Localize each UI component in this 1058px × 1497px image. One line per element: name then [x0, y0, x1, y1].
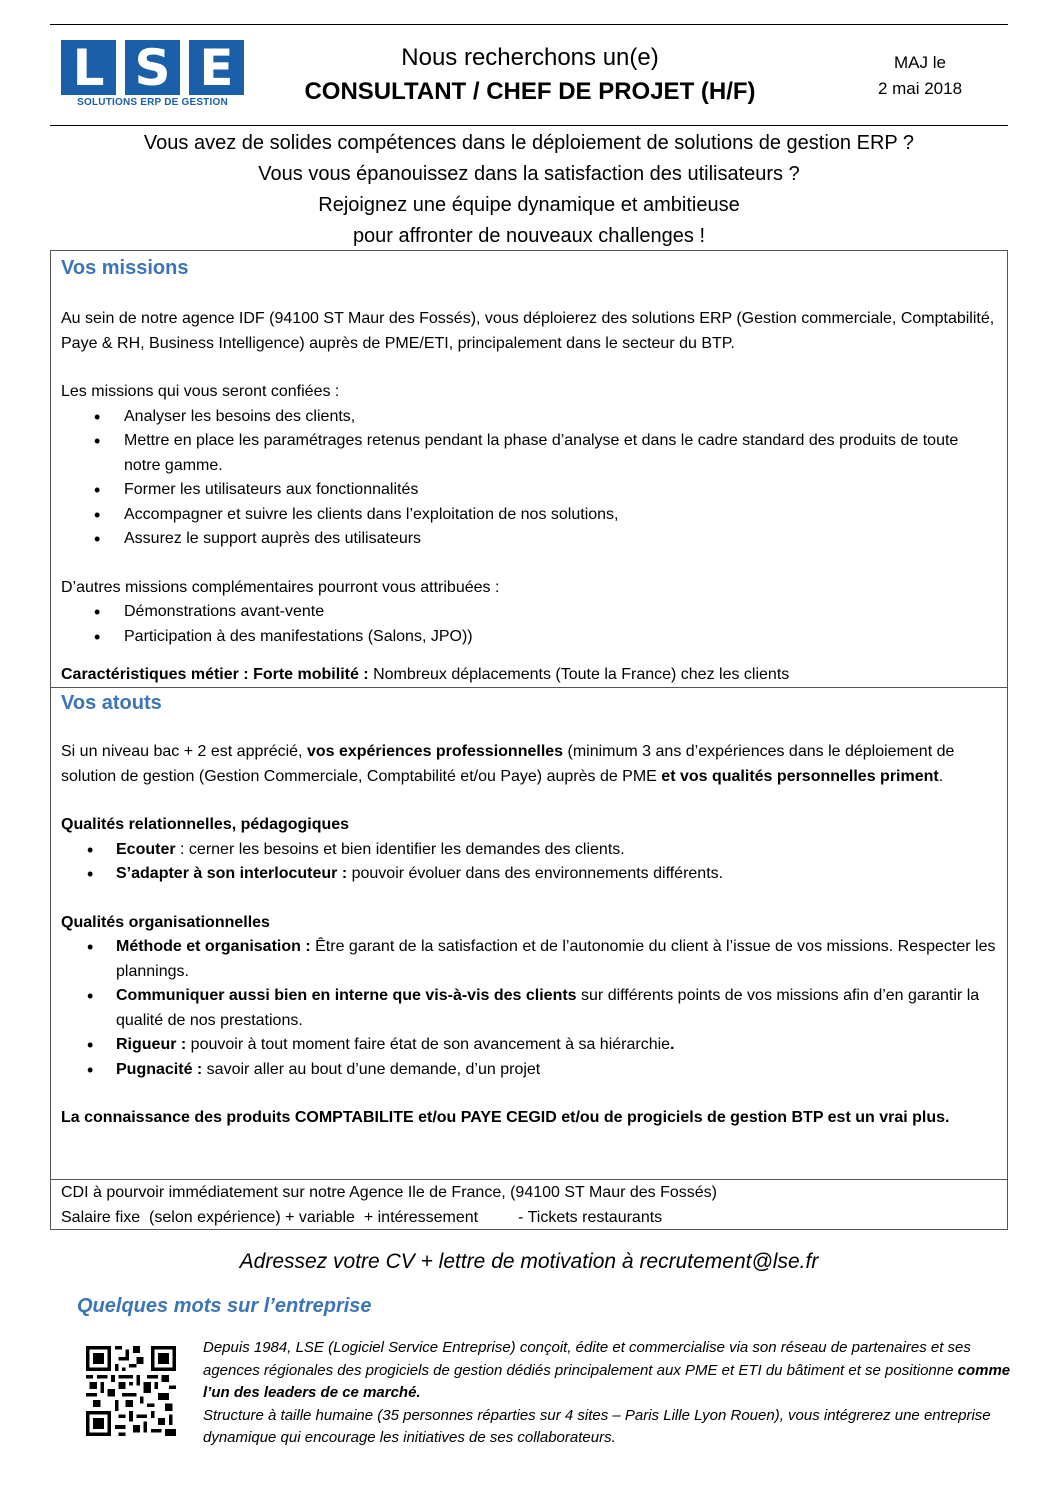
- top-rule: [50, 24, 1008, 25]
- title-line-2: CONSULTANT / CHEF DE PROJET (H/F): [304, 78, 756, 105]
- lse-logo: L S E SOLUTIONS ERP DE GESTION: [61, 40, 244, 112]
- other-missions-intro: D’autres missions complémentaires pourront vous attribuées :: [61, 578, 500, 596]
- about-paragraph-2: Structure à taille humaine (35 personnes réparties sur 4 sites – Paris Lille Lyon Rouen), vous intégrerez une entreprise dynamique qui encourage les initiatives de ses collaborateurs.: [203, 1406, 991, 1446]
- missions-title: Vos missions: [61, 257, 189, 279]
- list-item: • Méthode et organisation : Être garant de la satisfaction et de l’autonomie du client à l’issue de vos missions. Respecter les plannings.: [61, 935, 997, 984]
- about-paragraph-1: Depuis 1984, LSE (Logiciel Service Entreprise) conçoit, édite et commercialise via son réseau de partenaires et ses agences régionales des progiciels de gestion dédiés principalement aux PME et ETI du bâtiment et se positionne comme l’un des leaders de ce marché.: [203, 1339, 1011, 1401]
- atouts-conclusion: La connaissance des produits COMPTABILITE et/ou PAYE CEGID et/ou de progiciels de gestion BTP est un vrai plus.: [61, 1109, 950, 1126]
- qr-code-icon: [86, 1346, 176, 1436]
- missions-list-intro: Les missions qui vous seront confiées :: [61, 383, 340, 400]
- apply-call-to-action: Adressez votre CV + lettre de motivation à recrutement@lse.fr: [239, 1250, 819, 1273]
- list-item: • Ecouter : cerner les besoins et bien identifier les demandes des clients.: [61, 838, 997, 863]
- list-item: • Former les utilisateurs aux fonctionnalités: [61, 478, 997, 503]
- missions-section: [50, 250, 1008, 688]
- about-text: [203, 1337, 1018, 1450]
- list-item: • Analyser les besoins des clients,: [61, 405, 997, 430]
- missions-paragraph: Au sein de notre agence IDF (94100 ST Maur des Fossés), vous déploierez des solutions ERP (Gestion commerciale, Comptabilité, Paye & RH, Business Intelligence) auprès de PME/ETI, principalement dans le secteur du BTP.: [61, 310, 995, 352]
- intro-text: Vous avez de solides compétences dans le déploiement de solutions de gestion ERP ? Vous vous épanouissez dans la satisfaction des utilisateurs ? Rejoignez une équipe dynamique et ambitieuse pour affronter de nouveaux challenges !: [143, 132, 915, 247]
- atouts-title: Vos atouts: [61, 692, 162, 714]
- missions-list: [61, 405, 997, 552]
- list-item: • Participation à des manifestations (Salons, JPO)): [61, 625, 997, 650]
- contract-section: [50, 1179, 1008, 1230]
- logo-tagline: SOLUTIONS ERP DE GESTION: [77, 97, 228, 108]
- list-item: • Communiquer aussi bien en interne que vis-à-vis des clients sur différents points de vos missions afin d’en garantir la qualité de nos prestations.: [61, 984, 997, 1033]
- atouts-section: [50, 687, 1008, 1180]
- list-item: • Rigueur : pouvoir à tout moment faire état de son avancement à sa hiérarchie.: [61, 1033, 997, 1058]
- list-item: • Accompagner et suivre les clients dans l’exploitation de nos solutions,: [61, 503, 997, 528]
- organisational-title: Qualités organisationnelles: [61, 913, 270, 931]
- page-title: [260, 42, 800, 110]
- list-item: • Pugnacité : savoir aller au bout d’une demande, d’un projet: [61, 1058, 997, 1083]
- list-item: • Mettre en place les paramétrages retenus pendant la phase d’analyse et dans le cadre standard des produits de toute notre gamme.: [61, 429, 997, 478]
- job-characteristics: Caractéristiques métier : Forte mobilité : Nombreux déplacements (Toute la France) chez les clients: [61, 666, 790, 683]
- contract-line-1: CDI à pourvoir immédiatement sur notre Agence Ile de France, (94100 ST Maur des Fossés): [61, 1184, 718, 1201]
- relational-title: Qualités relationnelles, pédagogiques: [61, 816, 350, 833]
- list-item: • Assurez le support auprès des utilisateurs: [61, 527, 997, 552]
- title-line-1: Nous recherchons un(e): [401, 44, 659, 71]
- about-title: Quelques mots sur l’entreprise: [77, 1295, 372, 1317]
- other-missions-list: [61, 600, 997, 649]
- list-item: • Démonstrations avant-vente: [61, 600, 997, 625]
- atouts-paragraph: Si un niveau bac + 2 est apprécié, vos expériences professionnelles (minimum 3 ans d’expériences dans le déploiement de solution de gestion (Gestion Commerciale, Comptabilité et/ou Paye) auprès de PME et vos qualités personnelles priment.: [61, 743, 955, 785]
- header-rule: [50, 125, 1008, 126]
- update-date: MAJ le 2 mai 2018: [877, 53, 963, 98]
- list-item: • S’adapter à son interlocuteur : pouvoir évoluer dans des environnements différents.: [61, 862, 997, 887]
- organisational-list: [61, 935, 997, 1082]
- contract-line-2: Salaire fixe (selon expérience) + variable + intéressement - Tickets restaurants: [61, 1208, 663, 1226]
- relational-list: [61, 838, 997, 887]
